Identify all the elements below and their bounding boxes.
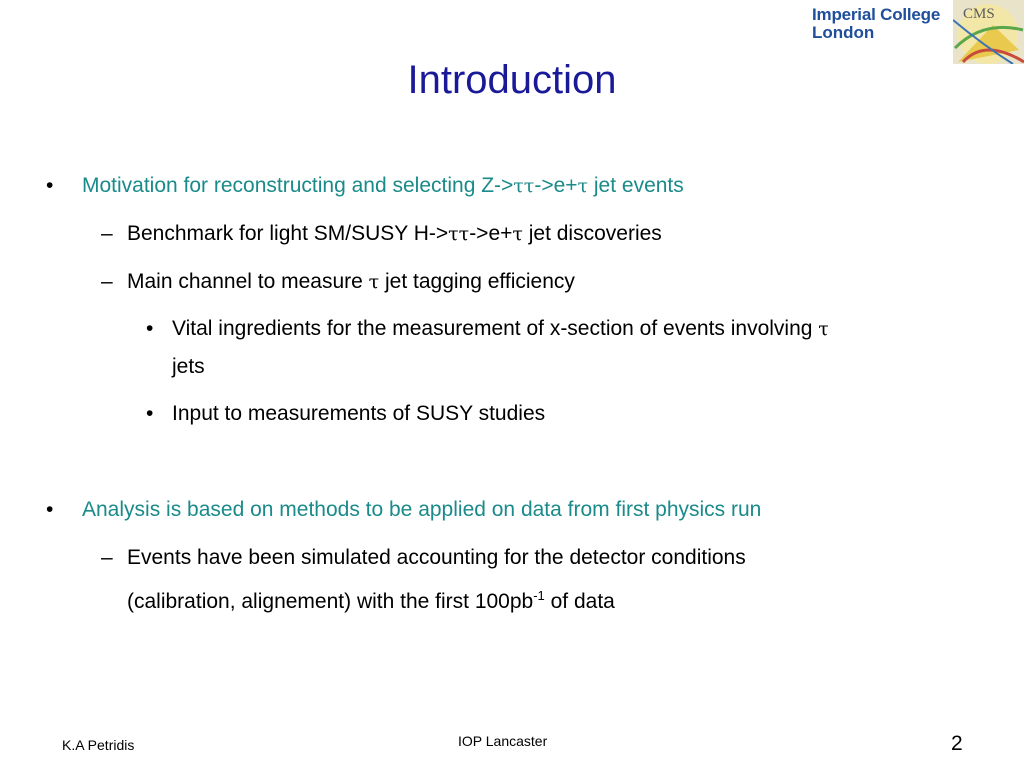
page-number: 2 [951, 732, 963, 755]
footer-author: K.A Petridis [62, 737, 135, 753]
footer-venue: IOP Lancaster [458, 733, 548, 749]
bullet-1-sub-1: – Benchmark for light SM/SUSY H->ττ->e+τ jet discoveries [127, 215, 662, 253]
bullet-2: • Analysis is based on methods to be applied on data from first physics run [82, 491, 761, 529]
bullet-1: • Motivation for reconstructing and selecting Z->ττ->e+τ jet events [82, 167, 684, 205]
page-title: Introduction [407, 58, 617, 102]
imperial-college-logo [812, 6, 940, 42]
bullet-mark: • [146, 402, 154, 425]
bullet-1-sub-2-sub-2: • Input to measurements of SUSY studies [172, 395, 545, 433]
logo-line2: London [812, 22, 875, 42]
bullet-1-sub-2: – Main channel to measure τ jet tagging efficiency [127, 263, 575, 301]
bullet-mark: • [46, 174, 54, 197]
bullet-2-sub-1: – Events have been simulated accounting for the detector conditions (calibration, alignement) with the first $100pb^{-1}$ of data [127, 539, 947, 621]
bullet-mark: • [146, 317, 154, 340]
bullet-1-sub-2-sub-1: • Vital ingredients for the measurement of x-section of events involving τ jets [172, 310, 992, 386]
logo-line1: Imperial College [812, 5, 941, 24]
cms-logo-text: CMS [963, 6, 995, 22]
dash-mark: – [101, 546, 113, 569]
cms-logo [953, 0, 1024, 64]
dash-mark: – [101, 222, 113, 245]
bullet-mark: • [46, 498, 54, 521]
dash-mark: – [101, 270, 113, 293]
